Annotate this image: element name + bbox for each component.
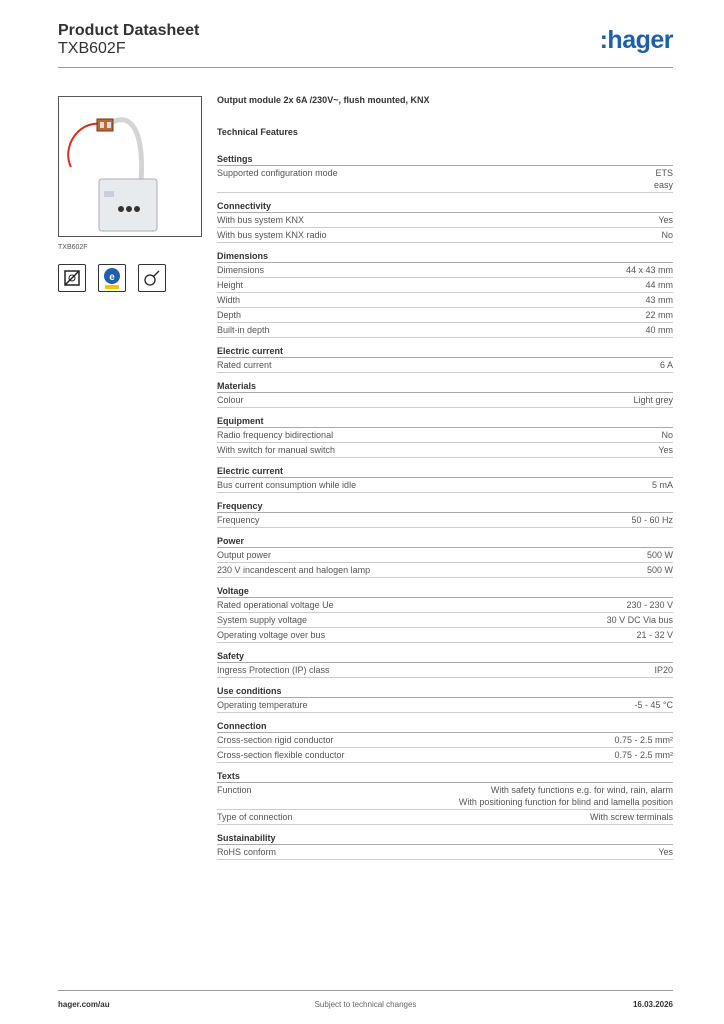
group-title: Materials bbox=[217, 379, 673, 393]
group-title: Frequency bbox=[217, 499, 673, 513]
spec-value-line: easy bbox=[653, 180, 673, 190]
product-image-caption: TXB602F bbox=[58, 244, 88, 251]
features-heading: Technical Features bbox=[217, 127, 298, 137]
spec-value-line: ETS bbox=[655, 168, 673, 178]
feature-group bbox=[217, 499, 673, 528]
group-title: Electric current bbox=[217, 464, 673, 478]
spec-value-line: 0.75 - 2.5 mm² bbox=[614, 735, 673, 745]
spec-label: Depth bbox=[217, 310, 242, 320]
spec-row bbox=[217, 733, 673, 748]
spec-label: Dimensions bbox=[217, 265, 265, 275]
spec-value bbox=[654, 167, 673, 191]
spec-value bbox=[658, 846, 673, 858]
spec-row bbox=[217, 478, 673, 493]
spec-label: Frequency bbox=[217, 515, 260, 525]
spec-row bbox=[217, 166, 673, 193]
spec-value-line: 6 A bbox=[659, 360, 673, 370]
spec-row bbox=[217, 563, 673, 578]
product-image bbox=[58, 96, 202, 237]
spec-row bbox=[217, 748, 673, 763]
group-title: Texts bbox=[217, 769, 673, 783]
spec-row bbox=[217, 845, 673, 860]
spec-value-line: No bbox=[661, 430, 673, 440]
spec-value-line: No bbox=[661, 230, 673, 240]
spec-row bbox=[217, 278, 673, 293]
spec-label: Rated operational voltage Ue bbox=[217, 600, 334, 610]
spec-value bbox=[658, 214, 673, 226]
spec-value-line: Yes bbox=[658, 847, 673, 857]
spec-value bbox=[645, 279, 673, 291]
feature-group bbox=[217, 464, 673, 493]
spec-row bbox=[217, 263, 673, 278]
spec-value bbox=[614, 749, 673, 761]
spec-label: With bus system KNX bbox=[217, 215, 305, 225]
spec-value bbox=[661, 229, 673, 241]
group-title: Connectivity bbox=[217, 199, 673, 213]
spec-value bbox=[652, 479, 673, 491]
spec-label: System supply voltage bbox=[217, 615, 308, 625]
spec-value bbox=[661, 429, 673, 441]
spec-label: Output power bbox=[217, 550, 272, 560]
spec-value-line: Yes bbox=[658, 445, 673, 455]
spec-value bbox=[645, 324, 673, 336]
group-title: Settings bbox=[217, 152, 673, 166]
spec-value-line: Yes bbox=[658, 215, 673, 225]
spec-label: With bus system KNX radio bbox=[217, 230, 327, 240]
spec-value bbox=[626, 264, 673, 276]
svg-text:e: e bbox=[109, 272, 115, 283]
spec-label: Cross-section rigid conductor bbox=[217, 735, 334, 745]
spec-value-line: With positioning function for blind and lamella position bbox=[458, 797, 673, 807]
product-code: TXB602F bbox=[58, 40, 126, 57]
spec-value bbox=[607, 614, 673, 626]
group-title: Power bbox=[217, 534, 673, 548]
spec-value bbox=[636, 629, 673, 641]
spec-label: Operating voltage over bus bbox=[217, 630, 326, 640]
spec-value-line: 30 V DC Via bus bbox=[606, 615, 673, 625]
spec-row bbox=[217, 613, 673, 628]
spec-row bbox=[217, 598, 673, 613]
spec-label: Operating temperature bbox=[217, 700, 308, 710]
spec-value bbox=[647, 564, 673, 576]
spec-value bbox=[590, 811, 673, 823]
spec-label: Ingress Protection (IP) class bbox=[217, 665, 330, 675]
group-title: Safety bbox=[217, 649, 673, 663]
spec-row bbox=[217, 443, 673, 458]
spec-row bbox=[217, 228, 673, 243]
knx-easy-icon bbox=[98, 264, 126, 292]
surface-mount-icon bbox=[58, 264, 86, 292]
spec-value-line: 40 mm bbox=[645, 325, 673, 335]
spec-label: Type of connection bbox=[217, 812, 293, 822]
tool-icon bbox=[138, 264, 166, 292]
group-title: Voltage bbox=[217, 584, 673, 598]
spec-value-line: With safety functions e.g. for wind, rain, alarm bbox=[490, 785, 673, 795]
spec-label: Supported configuration mode bbox=[217, 168, 338, 178]
spec-value bbox=[633, 394, 673, 406]
spec-label: RoHS conform bbox=[217, 847, 277, 857]
page-header bbox=[58, 20, 673, 68]
spec-row bbox=[217, 428, 673, 443]
spec-row bbox=[217, 308, 673, 323]
feature-group bbox=[217, 249, 673, 338]
spec-row bbox=[217, 323, 673, 338]
spec-value-line: 0.75 - 2.5 mm² bbox=[614, 750, 673, 760]
spec-label: Colour bbox=[217, 395, 244, 405]
footer-website[interactable]: hager.com/au bbox=[58, 1000, 110, 1009]
feature-group bbox=[217, 649, 673, 678]
spec-value-line: -5 - 45 °C bbox=[634, 700, 673, 710]
spec-label: Built-in depth bbox=[217, 325, 270, 335]
spec-label: With switch for manual switch bbox=[217, 445, 336, 455]
spec-value-line: 500 W bbox=[646, 550, 673, 560]
spec-value bbox=[647, 549, 673, 561]
feature-group bbox=[217, 379, 673, 408]
spec-value-line: IP20 bbox=[654, 665, 673, 675]
spec-value bbox=[654, 664, 673, 676]
spec-row bbox=[217, 663, 673, 678]
footer-notice: Subject to technical changes bbox=[314, 1000, 417, 1009]
spec-value-line: 500 W bbox=[646, 565, 673, 575]
spec-row bbox=[217, 213, 673, 228]
spec-value-line: 50 - 60 Hz bbox=[631, 515, 673, 525]
spec-row bbox=[217, 628, 673, 643]
spec-label: Width bbox=[217, 295, 241, 305]
spec-label: Bus current consumption while idle bbox=[217, 480, 357, 490]
technical-data bbox=[217, 95, 673, 866]
document-title: Product Datasheet bbox=[58, 22, 200, 39]
spec-row bbox=[217, 393, 673, 408]
spec-value-line: 5 mA bbox=[651, 480, 673, 490]
page-footer bbox=[58, 990, 673, 1014]
feature-group bbox=[217, 414, 673, 458]
product-photo-icon bbox=[59, 97, 201, 236]
spec-label: Function bbox=[217, 785, 252, 795]
group-title: Dimensions bbox=[217, 249, 673, 263]
feature-group bbox=[217, 769, 673, 825]
spec-row bbox=[217, 513, 673, 528]
spec-label: 230 V incandescent and halogen lamp bbox=[217, 565, 371, 575]
group-title: Equipment bbox=[217, 414, 673, 428]
feature-group bbox=[217, 684, 673, 713]
spec-value bbox=[658, 444, 673, 456]
spec-value-line: 21 - 32 V bbox=[636, 630, 673, 640]
spec-label: Rated current bbox=[217, 360, 272, 370]
hager-logo: :hager bbox=[599, 26, 673, 54]
spec-value-line: 43 mm bbox=[645, 295, 673, 305]
group-title: Use conditions bbox=[217, 684, 673, 698]
spec-value-line: 22 mm bbox=[645, 310, 673, 320]
feature-group bbox=[217, 199, 673, 243]
spec-value bbox=[634, 699, 673, 711]
spec-row bbox=[217, 548, 673, 563]
spec-row bbox=[217, 293, 673, 308]
spec-value bbox=[660, 359, 673, 371]
feature-pictograms bbox=[58, 264, 166, 292]
product-description: Output module 2x 6A /230V~, flush mounted, KNX bbox=[217, 95, 430, 105]
spec-value bbox=[645, 294, 673, 306]
spec-value-line: With screw terminals bbox=[589, 812, 673, 822]
spec-value-line: 230 - 230 V bbox=[626, 600, 673, 610]
feature-group bbox=[217, 719, 673, 763]
group-title: Sustainability bbox=[217, 831, 673, 845]
feature-group bbox=[217, 831, 673, 860]
spec-row bbox=[217, 783, 673, 810]
spec-value-line: 44 x 43 mm bbox=[625, 265, 673, 275]
spec-value bbox=[626, 599, 673, 611]
spec-value bbox=[645, 309, 673, 321]
footer-date: 16.03.2026 bbox=[632, 1000, 673, 1009]
spec-label: Height bbox=[217, 280, 244, 290]
feature-group bbox=[217, 152, 673, 193]
spec-value bbox=[631, 514, 673, 526]
spec-label: Radio frequency bidirectional bbox=[217, 430, 334, 440]
spec-row bbox=[217, 698, 673, 713]
feature-group bbox=[217, 584, 673, 643]
spec-row bbox=[217, 810, 673, 825]
spec-value-line: 44 mm bbox=[645, 280, 673, 290]
spec-value-line: Light grey bbox=[633, 395, 673, 405]
spec-value bbox=[459, 784, 673, 808]
spec-value bbox=[614, 734, 673, 746]
feature-group bbox=[217, 534, 673, 578]
feature-group bbox=[217, 344, 673, 373]
feature-groups bbox=[217, 152, 673, 860]
spec-row bbox=[217, 358, 673, 373]
group-title: Connection bbox=[217, 719, 673, 733]
group-title: Electric current bbox=[217, 344, 673, 358]
spec-label: Cross-section flexible conductor bbox=[217, 750, 345, 760]
